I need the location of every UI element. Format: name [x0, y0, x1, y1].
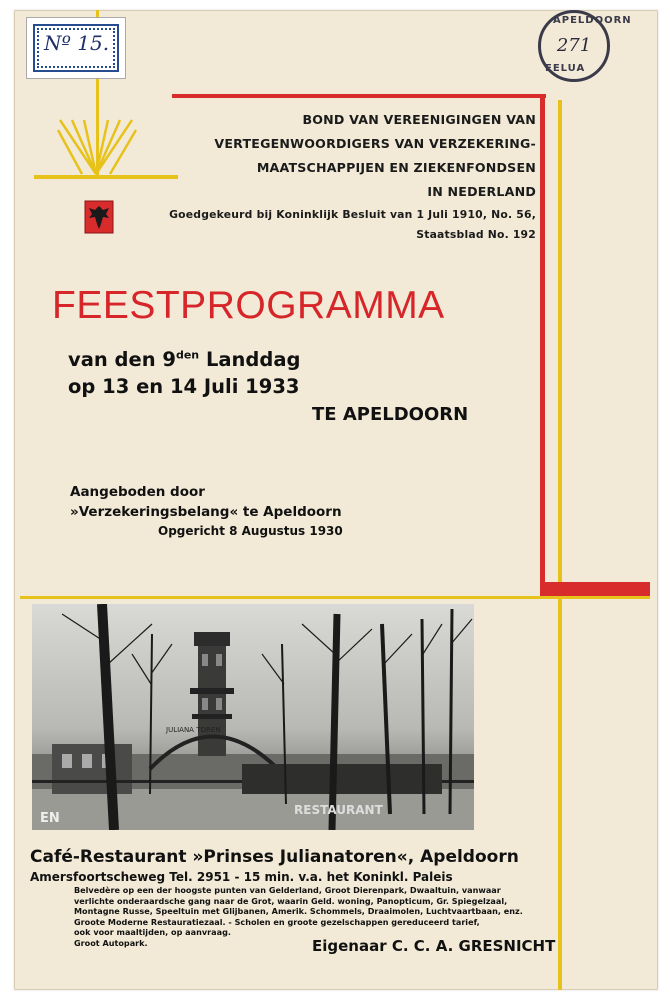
- photo-sign-left: EN: [40, 811, 60, 826]
- red-line-right: [540, 94, 545, 592]
- yellow-horizontal-mid: [20, 596, 650, 599]
- desc-line: verlichte onderaardsche gang naar de Grot, waarin Geld. woning, Panopticum, Gr. Spiegelzaal,: [74, 895, 508, 906]
- desc-line: Groote Moderne Restauratiezaal. - Scholen en groote gezelschappen gereduceerd tarief,: [74, 916, 480, 927]
- desc-line: Montagne Russe, Speeltuin met Glijbanen, Amerik. Schommels, Draaimolen, Luchtvaartbaan, enz.: [74, 906, 523, 917]
- offered-by-label: Aangeboden door: [70, 484, 205, 500]
- desc-line: Belvedère op een der hoogste punten van Gelderland, Groot Dierenpark, Dwaaltuin, vanwaar: [74, 885, 501, 895]
- desc-line: ook voor maaltijden, op aanvraag.: [74, 927, 231, 938]
- photo-sign-right: RESTAURANT: [294, 803, 383, 817]
- archive-number-label: [27, 18, 125, 78]
- library-stamp: [538, 10, 632, 82]
- stamp-top-text: APELDOORN: [553, 15, 632, 26]
- offered-by-org: »Verzekeringsbelang« te Apeldoorn: [70, 504, 342, 520]
- yellow-fan-ornament: [56, 100, 146, 176]
- subtitle-line-2: op 13 en 14 Juli 1933: [68, 375, 300, 398]
- stamp-side-text: FELUA: [545, 63, 586, 74]
- red-line-bottom: [540, 582, 650, 596]
- header-line-1: BOND VAN VEREENIGINGEN VAN: [302, 112, 536, 127]
- red-line-top: [172, 94, 546, 98]
- header-line-3: MAATSCHAPPIJEN EN ZIEKENFONDSEN: [256, 160, 536, 175]
- stamp-number: 271: [556, 35, 592, 56]
- offered-by-founded: Opgericht 8 Augustus 1930: [158, 524, 343, 538]
- subtitle-line-1: van den $9^{den}$ Landdag: [68, 348, 301, 371]
- yellow-vertical-right: [558, 100, 562, 990]
- header-staatsblad: Staatsblad No. 192: [416, 228, 536, 241]
- tower-photo: [32, 604, 474, 830]
- archive-number: Nº 15.: [44, 31, 110, 55]
- photo-arch-text: JULIANA TOREN: [166, 726, 221, 734]
- header-line-2: VERTEGENWOORDIGERS VAN VERZEKERING-: [214, 136, 536, 151]
- cafe-owner: Eigenaar C. C. A. GRESNICHT: [312, 937, 556, 955]
- header-approval: Goedgekeurd bij Koninklijk Besluit van 1 Juli 1910, No. 56,: [169, 208, 536, 221]
- cafe-name: Café-Restaurant »Prinses Julianatoren«, Apeldoorn: [30, 847, 519, 867]
- subtitle-location: TE APELDOORN: [312, 404, 469, 425]
- tower-photo-illustration: [32, 604, 474, 830]
- cafe-address: Amersfoortscheweg Tel. 2951 - 15 min. v.a. het Koninkl. Paleis: [30, 870, 453, 884]
- eagle-emblem-icon: [84, 200, 114, 234]
- page-title: FEESTPROGRAMMA: [52, 284, 445, 327]
- desc-line: Groot Autopark.: [74, 937, 148, 948]
- header-line-4: IN NEDERLAND: [427, 184, 536, 199]
